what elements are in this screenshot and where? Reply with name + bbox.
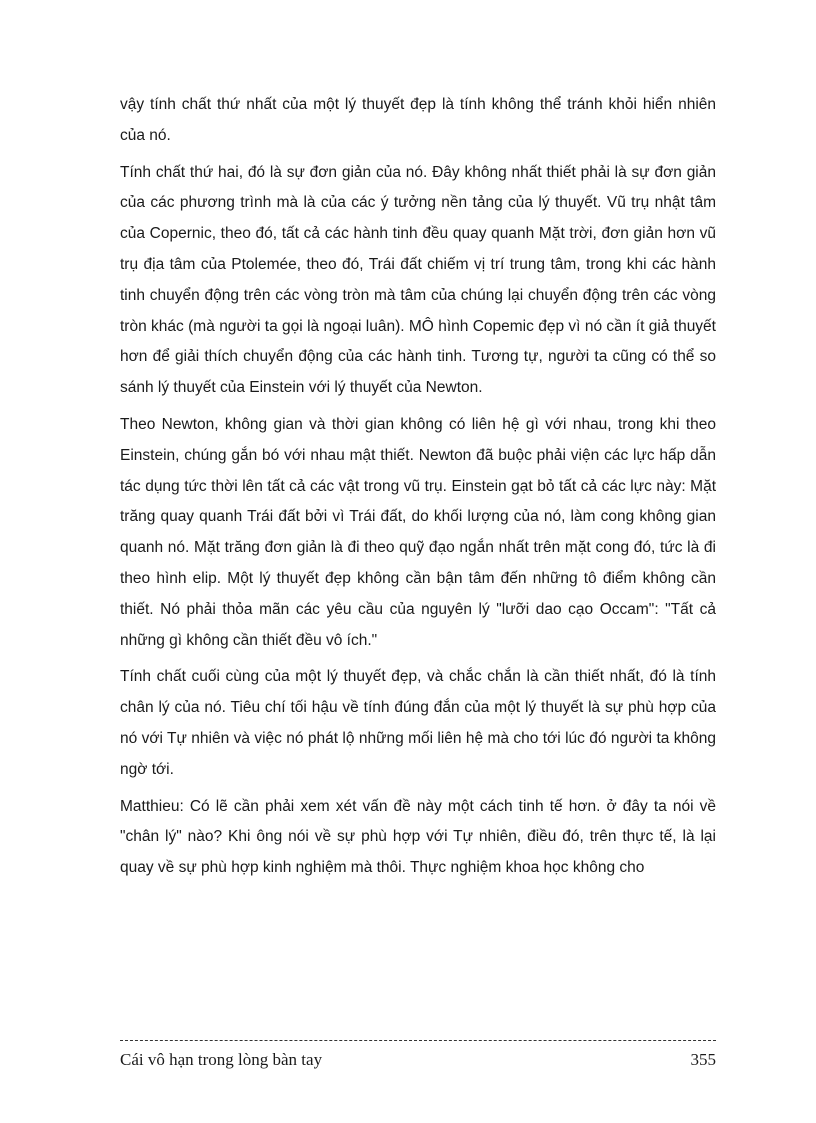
body-text <box>120 90 716 890</box>
paragraph-5: Matthieu: Có lẽ cần phải xem xét vấn đề này một cách tinh tế hơn. ở đây ta nói về "chân lý" nào? Khi ông nói về sự phù hợp với Tự nhiên, điều đó, trên thực tế, là lại quay về sự phù hợp kinh nghiệm mà thôi. Thực nghiệm khoa học không cho <box>120 797 716 877</box>
footer-divider <box>120 1040 716 1041</box>
page-footer <box>120 1050 716 1070</box>
footer-page-number: 355 <box>690 1050 716 1069</box>
paragraph-1: vậy tính chất thứ nhất của một lý thuyết đẹp là tính không thể tránh khỏi hiển nhiên của nó. <box>120 96 716 144</box>
footer-book-title: Cái vô hạn trong lòng bàn tay <box>120 1050 323 1069</box>
paragraph-3: Theo Newton, không gian và thời gian không có liên hệ gì với nhau, trong khi theo Einstein, chúng gắn bó với nhau mật thiết. Newton đã buộc phải viện các lực hấp dẫn tác dụng tức thời lên tất cả các vật trong vũ trụ. Einstein gạt bỏ tất cả các lực này: Mặt trăng quay quanh Trái đất bởi vì Trái đất, do khối lượng của nó, làm cong không gian quanh nó. Mặt trăng đơn giản là đi theo quỹ đạo ngắn nhất trên mặt cong đó, tức là đi theo hình elip. Một lý thuyết đẹp không cần bận tâm đến những tô điểm không cần thiết. Nó phải thỏa mãn các yêu cầu của nguyên lý "lưỡi dao cạo Occam": "Tất cả những gì không cần thiết đều vô ích." <box>120 415 716 649</box>
paragraph-4: Tính chất cuối cùng của một lý thuyết đẹp, và chắc chắn là cần thiết nhất, đó là tính chân lý của nó. Tiêu chí tối hậu về tính đúng đắn của một lý thuyết là sự phù hợp của nó với Tự nhiên và việc nó phát lộ những mối liên hệ mà cho tới lúc đó người ta không ngờ tới. <box>120 668 716 778</box>
paragraph-2: Tính chất thứ hai, đó là sự đơn giản của nó. Đây không nhất thiết phải là sự đơn giản của các phương trình mà là của các ý tưởng nền tảng của lý thuyết. Vũ trụ nhật tâm của Copernic, theo đó, tất cả các hành tinh đều quay quanh Mặt trời, đơn giản hơn vũ trụ địa tâm của Ptolemée, theo đó, Trái đất chiếm vị trí trung tâm, trong khi các hành tinh chuyển động trên các vòng tròn mà tâm của chúng lại chuyển động trên các vòng tròn khác (mà người ta gọi là ngoại luân). MÔ hình Copemic đẹp vì nó cần ít giả thuyết hơn để giải thích chuyển động của các hành tinh. Tương tự, người ta cũng có thể so sánh lý thuyết của Einstein với lý thuyết của Newton. <box>120 163 716 397</box>
